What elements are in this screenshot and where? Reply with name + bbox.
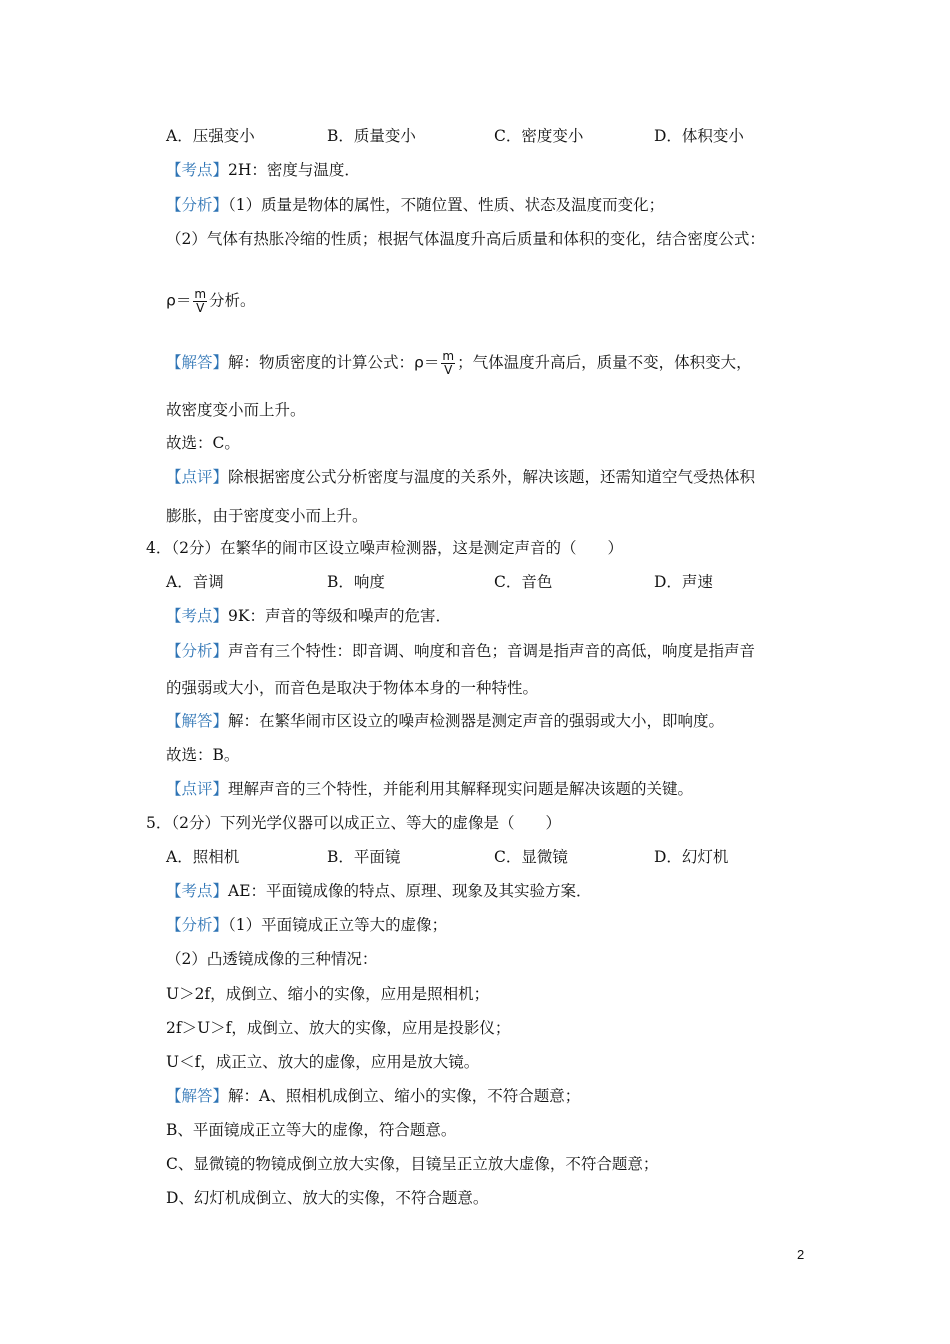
q5-fenxi-5: U＜f，成正立、放大的虚像，应用是放大镜。 — [166, 1053, 480, 1071]
q5-fenxi-1 — [166, 915, 447, 935]
q3-kaodian — [166, 160, 360, 180]
kaodian-tag: 【考点】 — [166, 882, 229, 900]
q4-fenxi-1 — [166, 641, 755, 661]
dianping-tag: 【点评】 — [166, 468, 229, 486]
q4-kaodian — [166, 606, 451, 626]
q5-kaodian-text: AE：平面镜成像的特点、原理、现象及其实验方案． — [228, 882, 592, 900]
q3-kaodian-text: 2H：密度与温度． — [228, 161, 360, 179]
q5-jieda-1 — [166, 1086, 580, 1106]
q4-answer: 故选：B。 — [166, 746, 240, 764]
fenxi-tag: 【分析】 — [166, 642, 229, 660]
fenxi-tag: 【分析】 — [166, 916, 229, 934]
q3-jieda-2: 故密度变小而上升。 — [166, 401, 306, 419]
jieda-tag: 【解答】 — [166, 1087, 229, 1105]
q3-dianping-text-1: 除根据密度公式分析密度与温度的关系外，解决该题，还需知道空气受热体积 — [228, 468, 756, 486]
fraction-denominator: V — [196, 301, 205, 315]
q5-option-a: A．照相机 — [166, 848, 240, 866]
q4-option-a: A．音调 — [166, 573, 224, 591]
rho-formula: ρ＝ — [414, 353, 440, 372]
q4-option-c: C．音色 — [494, 573, 553, 591]
fraction-numerator: m — [194, 287, 207, 301]
fraction-denominator: V — [444, 363, 453, 377]
q5-jieda-2: B、平面镜成正立等大的虚像，符合题意。 — [166, 1121, 457, 1139]
q5-option-c: C．显微镜 — [494, 848, 568, 866]
q4-dianping-text: 理解声音的三个特性，并能利用其解释现实问题是解决该题的关键。 — [228, 780, 694, 798]
q5-kaodian — [166, 881, 592, 901]
q5-jieda-text-1: 解：A、照相机成倒立、缩小的实像，不符合题意； — [228, 1087, 581, 1105]
q4-fenxi-text-1: 声音有三个特性：即音调、响度和音色；音调是指声音的高低，响度是指声音 — [228, 642, 756, 660]
fenxi-tag: 【分析】 — [166, 196, 229, 214]
q3-dianping-2: 膨胀，由于密度变小而上升。 — [166, 507, 368, 525]
q3-fenxi-3 — [166, 288, 256, 315]
kaodian-tag: 【考点】 — [166, 607, 229, 625]
density-fraction — [441, 350, 455, 377]
jieda-tag: 【解答】 — [166, 712, 229, 730]
q5-option-d: D．幻灯机 — [654, 848, 729, 866]
q5-option-b: B．平面镜 — [327, 848, 401, 866]
q3-option-c: C．密度变小 — [494, 127, 584, 145]
q4-stem: 4．（2分）在繁华的闹市区设立噪声检测器，这是测定声音的（ ） — [146, 539, 623, 557]
q3-fenxi-text-1: （1）质量是物体的属性，不随位置、性质、状态及温度而变化； — [228, 196, 665, 214]
dianping-tag: 【点评】 — [166, 780, 229, 798]
q5-fenxi-2: （2）凸透镜成像的三种情况： — [166, 950, 378, 968]
q3-fenxi-text-3: 分析。 — [209, 291, 256, 310]
q3-option-b: B．质量变小 — [327, 127, 416, 145]
q4-dianping — [166, 779, 693, 799]
rho-formula: ρ＝ — [166, 291, 192, 310]
q3-jieda-text-1a: 解：物质密度的计算公式： — [228, 353, 415, 372]
q5-fenxi-3: U＞2f，成倒立、缩小的实像，应用是照相机； — [166, 985, 490, 1003]
q3-answer: 故选：C。 — [166, 434, 240, 452]
q4-fenxi-2: 的强弱或大小，而音色是取决于物体本身的一种特性。 — [166, 679, 539, 697]
q4-jieda — [166, 711, 724, 731]
q5-fenxi-text-1: （1）平面镜成正立等大的虚像； — [228, 916, 448, 934]
q4-kaodian-text: 9K：声音的等级和噪声的危害． — [228, 607, 451, 625]
fraction-numerator: m — [442, 349, 455, 363]
kaodian-tag: 【考点】 — [166, 161, 229, 179]
q3-fenxi-1 — [166, 195, 664, 215]
q4-option-d: D．声速 — [654, 573, 713, 591]
page-number: 2 — [797, 1247, 805, 1262]
q3-jieda-text-1b: ；气体温度升高后，质量不变，体积变大， — [457, 353, 752, 372]
density-fraction — [193, 288, 207, 315]
q5-jieda-3: C、显微镜的物镜成倒立放大实像，目镜呈正立放大虚像，不符合题意； — [166, 1155, 659, 1173]
q3-jieda-1 — [166, 350, 752, 377]
q3-fenxi-2: （2）气体有热胀冷缩的性质；根据气体温度升高后质量和体积的变化，结合密度公式： — [166, 230, 765, 248]
q5-jieda-4: D、幻灯机成倒立、放大的实像，不符合题意。 — [166, 1189, 489, 1207]
q3-option-d: D．体积变小 — [654, 127, 744, 145]
q4-jieda-text: 解：在繁华闹市区设立的噪声检测器是测定声音的强弱或大小，即响度。 — [228, 712, 725, 730]
q5-stem: 5．（2分）下列光学仪器可以成正立、等大的虚像是（ ） — [146, 814, 561, 832]
jieda-tag: 【解答】 — [166, 353, 229, 372]
q5-fenxi-4: 2f＞U＞f，成倒立、放大的实像，应用是投影仪； — [166, 1019, 511, 1037]
q4-option-b: B．响度 — [327, 573, 385, 591]
q3-dianping-1 — [166, 467, 755, 487]
q3-option-a: A．压强变小 — [166, 127, 255, 145]
